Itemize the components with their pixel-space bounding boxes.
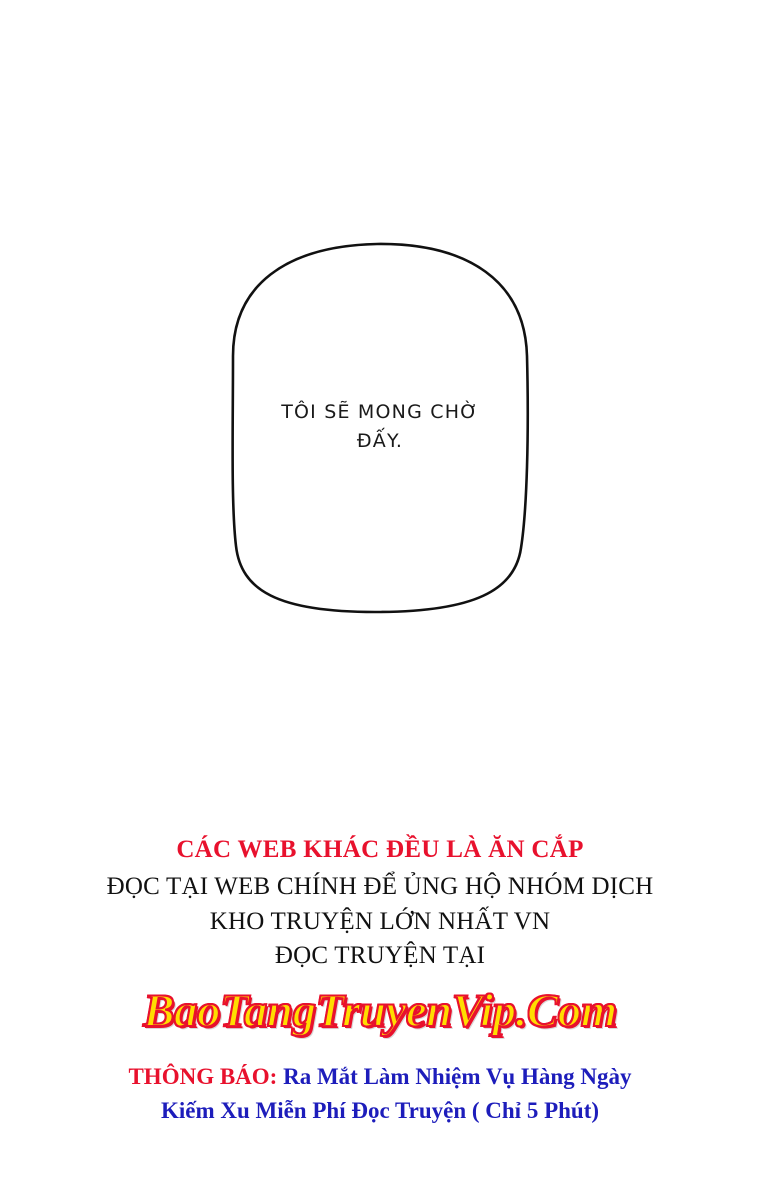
speech-bubble-text bbox=[255, 398, 505, 455]
speech-line-1: TÔI SẼ MONG CHỜ bbox=[281, 401, 479, 423]
promo-read-at-line: ĐỌC TRUYỆN TẠI bbox=[274, 942, 486, 969]
speech-line-2: ĐẤY. bbox=[356, 429, 404, 452]
notice-block bbox=[0, 1060, 760, 1129]
notice-label: THÔNG BÁO: bbox=[128, 1063, 278, 1089]
promo-library-line: KHO TRUYỆN LỚN NHẤT VN bbox=[209, 907, 551, 935]
notice-text: Ra Mắt Làm Nhiệm Vụ Hàng Ngày bbox=[277, 1063, 632, 1089]
promo-block bbox=[0, 836, 760, 1129]
site-name-link[interactable]: BaoTangTruyenVip.Com bbox=[143, 984, 617, 1037]
promo-warning-line: CÁC WEB KHÁC ĐỀU LÀ ĂN CẮP bbox=[176, 836, 584, 863]
notice-line-2: Kiếm Xu Miễn Phí Đọc Truyện ( Chỉ 5 Phút) bbox=[160, 1098, 600, 1123]
speech-bubble bbox=[225, 238, 535, 618]
promo-support-line: ĐỌC TẠI WEB CHÍNH ĐỂ ỦNG HỘ NHÓM DỊCH bbox=[106, 873, 654, 900]
notice-line-1 bbox=[0, 1060, 760, 1095]
